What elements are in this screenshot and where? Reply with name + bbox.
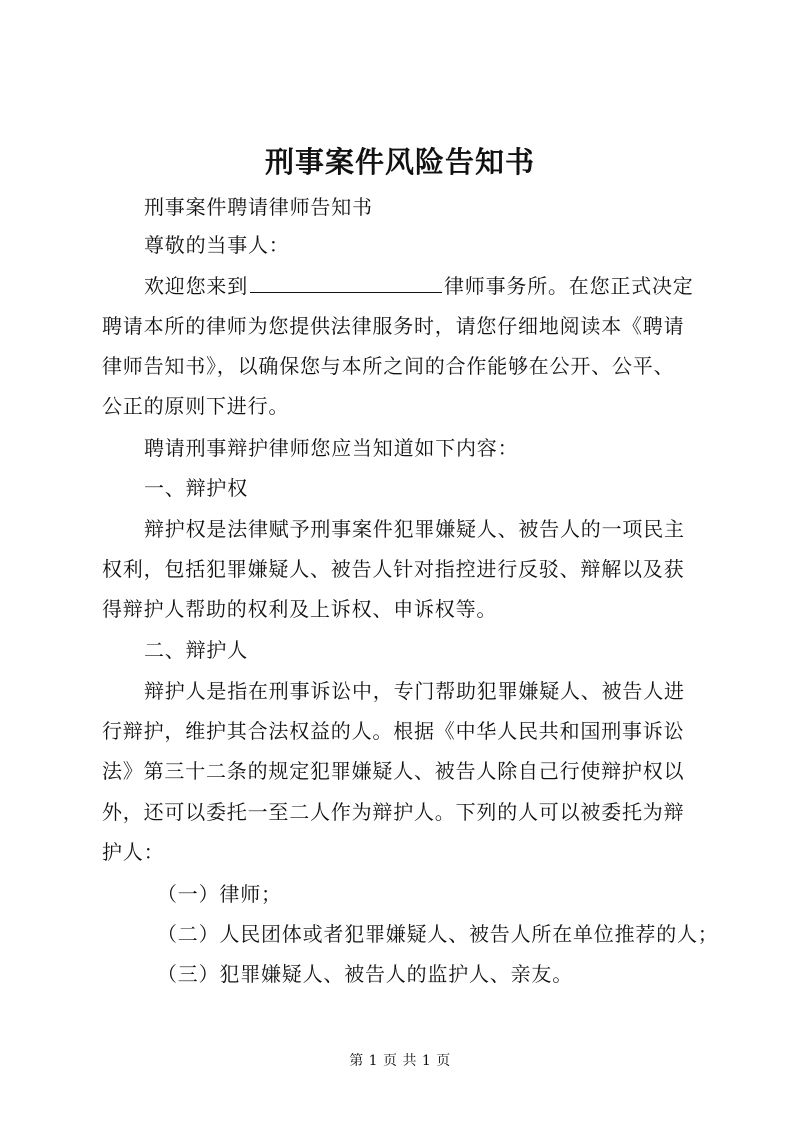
page-footer: 第 1 页 共 1 页 <box>349 1053 451 1069</box>
intro-text: 聘请刑事辩护律师您应当知道如下内容： <box>144 436 519 460</box>
list-item: （一）律师； <box>157 882 282 906</box>
welcome-text-continued: 律师事务所。在您正式决定 <box>444 274 694 298</box>
list-item: （三）犯罪嫌疑人、被告人的监护人、亲友。 <box>157 962 573 986</box>
paragraph-line: 公正的原则下进行。 <box>102 394 290 418</box>
paragraph-line: 得辩护人帮助的权利及上诉权、申诉权等。 <box>102 597 498 621</box>
paragraph-line: 行辩护，维护其合法权益的人。根据《中华人民共和国刑事诉讼 <box>102 719 685 743</box>
paragraph-line: 聘请本所的律师为您提供法律服务时，请您仔细地阅读本《聘请 <box>102 314 685 338</box>
firm-name-blank <box>250 264 442 293</box>
paragraph-line: 外，还可以委托一至二人作为辩护人。下列的人可以被委托为辩 <box>102 800 685 824</box>
greeting: 尊敬的当事人： <box>144 233 290 257</box>
welcome-text: 欢迎您来到 <box>144 274 248 298</box>
section-heading-defender: 二、辩护人 <box>144 638 248 662</box>
paragraph-line: 辩护权是法律赋予刑事案件犯罪嫌疑人、被告人的一项民主 <box>144 517 685 541</box>
paragraph-line: 护人： <box>102 840 165 864</box>
paragraph-line: 辩护人是指在刑事诉讼中，专门帮助犯罪嫌疑人、被告人进 <box>144 679 685 703</box>
paragraph-line: 律师告知书》，以确保您与本所之间的合作能够在公开、公平、 <box>102 354 675 378</box>
document-subtitle: 刑事案件聘请律师告知书 <box>144 195 373 219</box>
paragraph-line: 法》第三十二条的规定犯罪嫌疑人、被告人除自己行使辩护权以 <box>102 759 685 783</box>
list-item: （二）人民团体或者犯罪嫌疑人、被告人所在单位推荐的人； <box>157 922 719 946</box>
paragraph-line: 权利，包括犯罪嫌疑人、被告人针对指控进行反驳、辩解以及获 <box>102 557 685 581</box>
section-heading-defense-right: 一、辩护权 <box>144 476 248 500</box>
document-title: 刑事案件风险告知书 <box>264 145 535 179</box>
